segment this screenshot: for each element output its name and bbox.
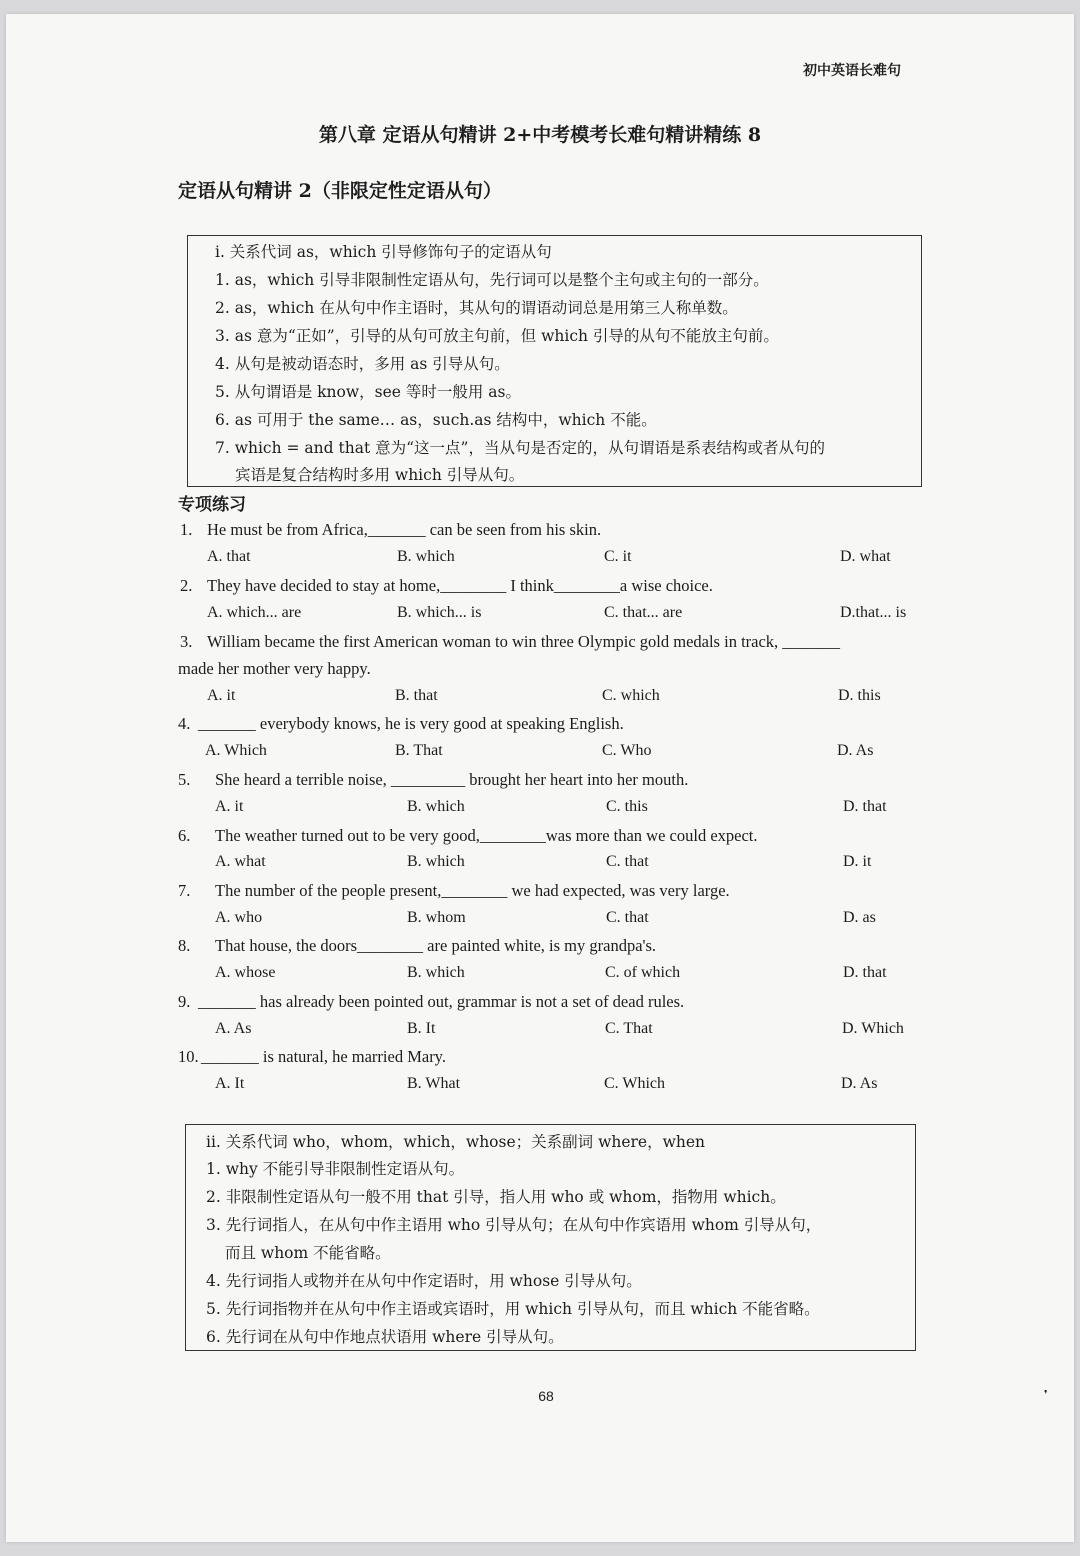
question-number: 1. [180,520,193,539]
option-d: D. As [841,1075,878,1092]
question-text: William became the first American woman to win three Olympic gold medals in track, _______ [207,632,841,651]
option-c: C. of which [605,964,681,981]
option-b: B. It [407,1020,436,1037]
box2-line: ii. 关系代词 who，whom，which，whose；关系副词 where，when [206,1133,705,1151]
option-c: C. this [606,798,648,815]
option-b: B. which... is [397,604,482,621]
box1-line: 5. 从句谓语是 know，see 等时一般用 as。 [215,383,521,401]
box1-line: 2. as，which 在从句中作主语时，其从句的谓语动词总是用第三人称单数。 [215,299,738,317]
option-d: D. this [838,687,881,704]
option-b: B. which [397,548,455,565]
box2-line: 6. 先行词在从句中作地点状语用 where 引导从句。 [206,1328,564,1346]
page-number: 68 [538,1388,554,1404]
running-header: 初中英语长难句 [803,63,901,79]
box1-line: 6. as 可用于 the same… as，such.as 结构中，which 不能。 [215,411,657,429]
question-number: 3. [180,632,193,651]
option-d: D.that... is [840,604,907,621]
question-text: The weather turned out to be very good,________was more than we could expect. [215,826,758,845]
option-a: A. who [215,909,263,926]
option-d: D. Which [842,1020,904,1037]
box1-line: i. 关系代词 as，which 引导修饰句子的定语从句 [215,243,552,261]
box1-line: 3. as 意为“正如”，引导的从句可放主句前，但 which 引导的从句不能放主句前。 [215,327,779,345]
question-text: _______ has already been pointed out, grammar is not a set of dead rules. [198,992,685,1011]
option-a: A. Which [205,742,267,759]
question-text: _______ is natural, he married Mary. [201,1047,446,1066]
question-text: She heard a terrible noise, _________ brought her heart into her mouth. [215,770,689,789]
option-b: B. which [407,964,465,981]
option-c: C. That [605,1020,653,1037]
practice-heading: 专项练习 [178,495,246,515]
box2-line: 1. why 不能引导非限制性定语从句。 [206,1160,465,1178]
option-a: A. what [215,853,266,870]
option-d: D. that [843,964,887,981]
option-b: B. that [395,687,438,704]
option-d: D. what [840,548,891,565]
option-c: C. Who [602,742,652,759]
option-c: C. that... are [604,604,683,621]
option-b: B. whom [407,909,466,926]
section-subtitle: 定语从句精讲 2（非限定性定语从句） [178,180,502,202]
option-b: B. That [395,742,443,759]
edge-mark: ❜ [1044,1389,1048,1401]
chapter-title: 第八章 定语从句精讲 2+中考模考长难句精讲精练 8 [318,124,762,146]
question-text: The number of the people present,________ we had expected, was very large. [215,881,730,900]
box1-line: 宾语是复合结构时多用 which 引导从句。 [235,466,525,484]
question-number: 10. [178,1047,199,1066]
option-b: B. which [407,853,465,870]
option-a: A. it [215,798,244,815]
option-a: A. As [215,1020,252,1037]
box1-line: 1. as，which 引导非限制性定语从句，先行词可以是整个主句或主句的一部分。 [215,271,769,289]
box2-line: 2. 非限制性定语从句一般不用 that 引导，指人用 who 或 whom，指物用 which。 [206,1188,786,1206]
option-a: A. that [207,548,251,565]
question-number: 6. [178,826,191,845]
option-b: B. which [407,798,465,815]
question-number: 4. [178,714,191,733]
box2-line: 5. 先行词指物并在从句中作主语或宾语时，用 which 引导从句，而且 which 不能省略。 [206,1300,820,1318]
option-c: C. that [606,909,649,926]
question-text: _______ everybody knows, he is very good at speaking English. [198,714,624,733]
option-d: D. As [837,742,874,759]
box2-line: 4. 先行词指人或物并在从句中作定语时，用 whose 引导从句。 [206,1272,642,1290]
option-d: D. as [843,909,876,926]
question-number: 9. [178,992,191,1011]
question-number: 7. [178,881,191,900]
option-b: B. What [407,1075,461,1092]
question-text: They have decided to stay at home,________ I think________a wise choice. [207,576,713,595]
option-c: C. Which [604,1075,666,1092]
question-number: 8. [178,936,191,955]
option-a: A. It [215,1075,245,1092]
question-text-continued: made her mother very happy. [178,659,371,678]
option-c: C. that [606,853,649,870]
option-d: D. that [843,798,887,815]
box1-line: 4. 从句是被动语态时，多用 as 引导从句。 [215,355,510,373]
box2-line: 3. 先行词指人，在从句中作主语用 who 引导从句；在从句中作宾语用 whom 引导从句， [206,1216,822,1234]
option-c: C. which [602,687,660,704]
option-d: D. it [843,853,872,870]
question-text: He must be from Africa,_______ can be seen from his skin. [207,520,602,539]
box1-line: 7. which = and that 意为“这一点”，当从句是否定的，从句谓语是系表结构或者从句的 [215,439,825,457]
box2-line: 而且 whom 不能省略。 [225,1244,391,1262]
option-a: A. it [207,687,236,704]
question-number: 2. [180,576,193,595]
question-text: That house, the doors________ are painted white, is my grandpa's. [215,936,657,955]
option-a: A. which... are [207,604,302,621]
option-c: C. it [604,548,632,565]
option-a: A. whose [215,964,276,981]
question-number: 5. [178,770,191,789]
